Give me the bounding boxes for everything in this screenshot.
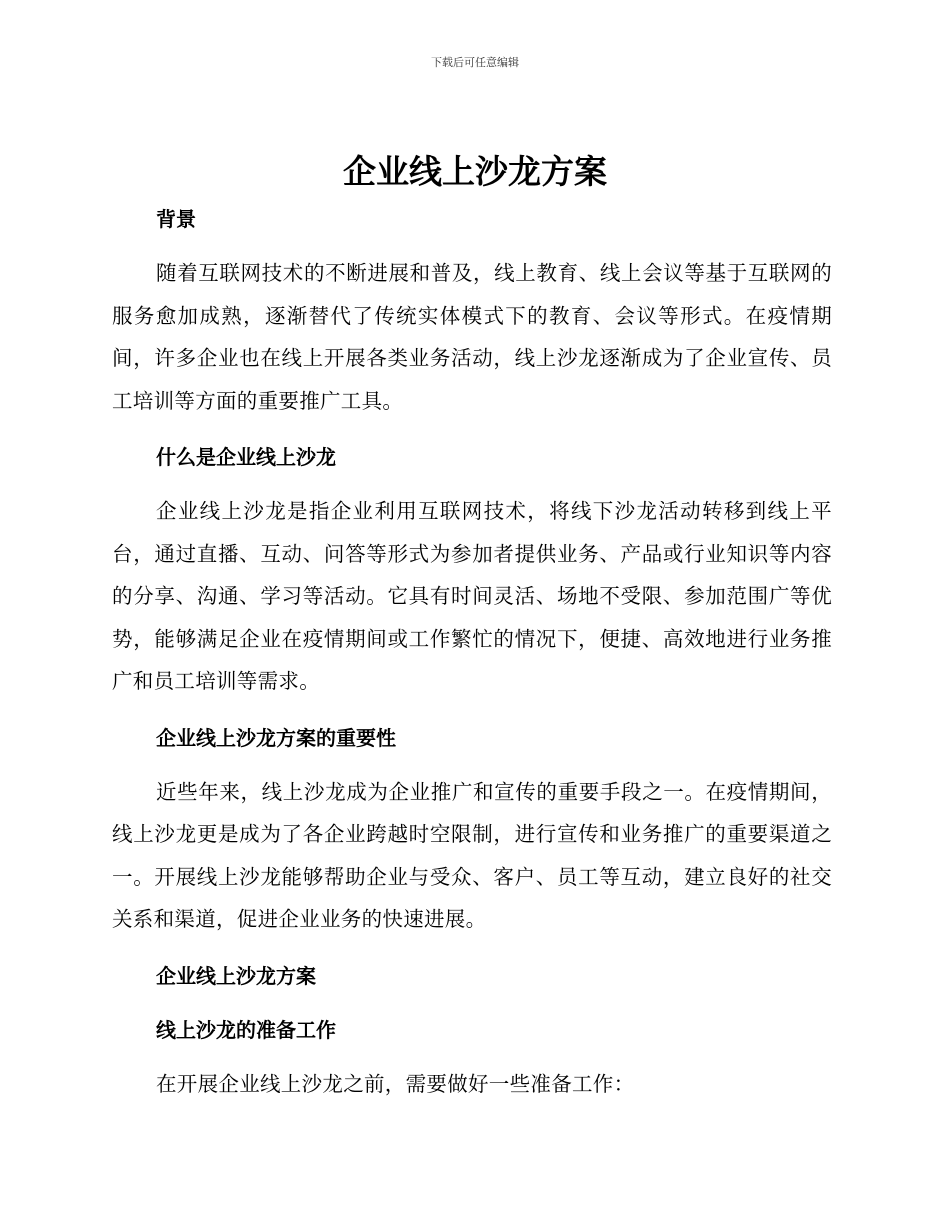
heading-plan: 企业线上沙龙方案 bbox=[156, 963, 316, 988]
page-title: 企业线上沙龙方案 bbox=[343, 152, 607, 191]
paragraph-what-is: 企业线上沙龙是指企业利用互联网技术，将线下沙龙活动转移到线上平台，通过直播、互动、问答等形式为参加者提供业务、产品或行业知识等内容的分享、沟通、学习等活动。它具有时间灵活、场地不受限、参加范围广等优势，能够满足企业在疫情期间或工作繁忙的情况下，便捷、高效地进行业务推广和员工培训等需求。 bbox=[112, 499, 832, 693]
paragraph-background: 随着互联网技术的不断进展和普及，线上教育、线上会议等基于互联网的服务愈加成熟，逐渐替代了传统实体模式下的教育、会议等形式。在疫情期间，许多企业也在线上开展各类业务活动，线上沙龙逐渐成为了企业宣传、员工培训等方面的重要推广工具。 bbox=[112, 261, 832, 413]
heading-what-is: 什么是企业线上沙龙 bbox=[156, 445, 336, 469]
heading-preparation: 线上沙龙的准备工作 bbox=[156, 1017, 336, 1042]
heading-background: 背景 bbox=[156, 207, 196, 231]
paragraph-preparation: 在开展企业线上沙龙之前，需要做好一些准备工作： bbox=[156, 1071, 635, 1096]
header-note: 下载后可任意编辑 bbox=[431, 56, 519, 69]
paragraph-importance: 近些年来，线上沙龙成为企业推广和宣传的重要手段之一。在疫情期间，线上沙龙更是成为了各企业跨越时空限制，进行宣传和业务推广的重要渠道之一。开展线上沙龙能够帮助企业与受众、客户、员工等互动，建立良好的社交关系和渠道，促进企业业务的快速进展。 bbox=[112, 779, 832, 931]
document-body bbox=[112, 200, 832, 1105]
heading-importance: 企业线上沙龙方案的重要性 bbox=[156, 725, 396, 750]
